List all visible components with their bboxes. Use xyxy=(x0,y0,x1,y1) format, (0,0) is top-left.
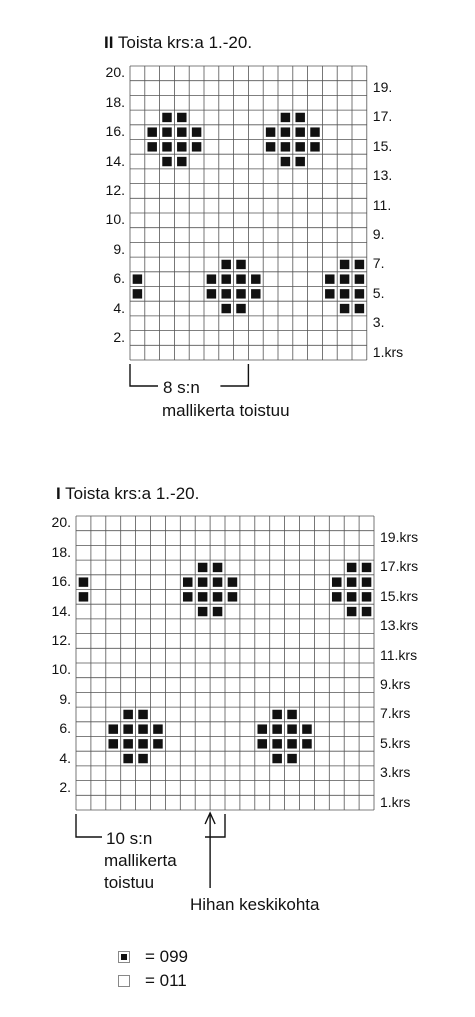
chart_I-filled-stitch xyxy=(138,724,148,733)
chart_II-filled-stitch xyxy=(177,142,186,151)
chart_I-row-label-right: 19.krs xyxy=(380,529,419,546)
chart_II-filled-stitch xyxy=(221,304,230,313)
chart_II-filled-stitch xyxy=(207,289,216,298)
chart_II-row-label-left: 9. xyxy=(113,240,125,257)
chart_II-row-label-right: 7. xyxy=(372,255,385,272)
chart_II-filled-stitch xyxy=(192,127,201,136)
chart_II-filled-stitch xyxy=(147,127,156,136)
chart_II-filled-stitch xyxy=(355,260,364,269)
chart_I-row-label-right: 15.krs xyxy=(380,587,419,604)
chart-ii-repeat-bracket-right xyxy=(220,364,248,386)
chart_II-filled-stitch xyxy=(162,142,171,151)
chart_I-row-label-left: 4. xyxy=(59,749,71,766)
chart_I-filled-stitch xyxy=(272,710,282,719)
chart_II-filled-stitch xyxy=(251,289,260,298)
chart_II-filled-stitch xyxy=(133,289,142,298)
chart_I-row-label-left: 18. xyxy=(51,543,71,560)
chart_I-filled-stitch xyxy=(347,563,357,572)
chart_I-filled-stitch xyxy=(123,710,133,719)
chart_II-filled-stitch xyxy=(340,289,349,298)
chart-i-repeat-bracket-left xyxy=(76,814,102,837)
chart_I-row-label-left: 2. xyxy=(59,778,71,795)
chart_I-filled-stitch xyxy=(272,754,282,763)
chart-ii-repeat-text: mallikerta toistuu xyxy=(162,401,290,420)
chart_II-filled-stitch xyxy=(340,260,349,269)
chart_II-row-label-left: 14. xyxy=(105,152,125,169)
chart_II-filled-stitch xyxy=(281,127,290,136)
chart_I-filled-stitch xyxy=(332,592,342,601)
chart_I-filled-stitch xyxy=(79,577,89,586)
chart_I-filled-stitch xyxy=(362,607,372,616)
chart_I-filled-stitch xyxy=(332,577,342,586)
chart_I-row-label-left: 9. xyxy=(59,690,71,707)
chart_I-filled-stitch xyxy=(347,577,357,586)
chart_I-row-label-left: 10. xyxy=(51,661,71,678)
chart_II-row-label-right: 17. xyxy=(372,108,393,125)
chart-i-marker: I xyxy=(56,484,61,503)
chart-ii-repeat-bracket-left xyxy=(130,364,158,386)
chart_II-filled-stitch xyxy=(266,127,275,136)
chart_I-filled-stitch xyxy=(228,592,238,601)
chart_II-row-label-right: 15. xyxy=(372,137,393,154)
chart_II-filled-stitch xyxy=(310,142,319,151)
chart_I-filled-stitch xyxy=(302,739,312,748)
chart_I-row-label-left: 16. xyxy=(51,573,71,590)
chart_II-filled-stitch xyxy=(266,142,275,151)
chart_II-filled-stitch xyxy=(236,289,245,298)
chart_I-filled-stitch xyxy=(198,577,208,586)
chart_I-row-label-left: 14. xyxy=(51,602,71,619)
chart_I-filled-stitch xyxy=(123,739,133,748)
chart_II-filled-stitch xyxy=(147,142,156,151)
chart_I-filled-stitch xyxy=(79,592,89,601)
chart_II-filled-stitch xyxy=(177,157,186,166)
chart_I-row-label-left: 6. xyxy=(59,720,71,737)
legend-item-099: = 099 xyxy=(145,947,189,966)
chart_II-row-label-right: 3. xyxy=(372,314,385,331)
chart-ii-title-text: Toista krs:a 1.-20. xyxy=(117,33,253,52)
chart_II-filled-stitch xyxy=(340,274,349,283)
chart_I-row-label-left: 12. xyxy=(51,631,71,648)
sleeve-center-label: Hihan keskikohta xyxy=(190,895,320,914)
chart_I-row-label-right: 13.krs xyxy=(380,617,419,634)
chart_II-filled-stitch xyxy=(295,157,304,166)
chart-i-repeat-text-1: mallikerta xyxy=(104,851,177,870)
chart_I-filled-stitch xyxy=(183,592,193,601)
chart_I-filled-stitch xyxy=(272,724,282,733)
chart_II-row-label-left: 12. xyxy=(105,181,125,198)
chart_II-row-label-left: 18. xyxy=(105,93,125,110)
chart_I-filled-stitch xyxy=(213,592,223,601)
chart_I-filled-stitch xyxy=(287,724,297,733)
chart_I-row-label-right: 7.krs xyxy=(380,705,411,722)
legend-item-011: = 011 xyxy=(145,971,187,990)
chart_I-filled-stitch xyxy=(123,724,133,733)
chart_II-row-label-left: 4. xyxy=(113,299,125,316)
chart_II-filled-stitch xyxy=(207,274,216,283)
chart_I-filled-stitch xyxy=(198,592,208,601)
chart_II-filled-stitch xyxy=(340,304,349,313)
chart_II-row-label-left: 20. xyxy=(105,64,125,81)
chart_II-filled-stitch xyxy=(355,274,364,283)
chart_II-row-label-right: 5. xyxy=(372,284,385,301)
chart_I-filled-stitch xyxy=(153,739,163,748)
chart_II-filled-stitch xyxy=(355,304,364,313)
chart_I-filled-stitch xyxy=(272,739,282,748)
chart-i-repeat-count: 10 s:n xyxy=(106,829,153,848)
chart_II-row-label-right: 1.krs xyxy=(372,343,404,360)
chart_II-filled-stitch xyxy=(251,274,260,283)
chart_II-filled-stitch xyxy=(281,142,290,151)
chart_I-filled-stitch xyxy=(302,724,312,733)
chart_II-filled-stitch xyxy=(177,127,186,136)
chart_II-filled-stitch xyxy=(162,127,171,136)
chart_I-filled-stitch xyxy=(213,607,223,616)
chart_I-row-label-right: 3.krs xyxy=(380,764,411,781)
chart_II-row-label-left: 16. xyxy=(105,123,125,140)
chart_I-filled-stitch xyxy=(347,592,357,601)
chart_II-filled-stitch xyxy=(133,274,142,283)
chart_I-filled-stitch xyxy=(198,563,208,572)
chart_I-filled-stitch xyxy=(108,739,118,748)
chart-i-repeat-text-2: toistuu xyxy=(104,873,155,892)
chart_II-filled-stitch xyxy=(281,113,290,122)
chart_I-filled-stitch xyxy=(213,577,223,586)
chart_II-row-label-right: 19. xyxy=(372,79,393,96)
chart_I-row-label-right: 5.krs xyxy=(380,734,411,751)
chart_I-filled-stitch xyxy=(138,754,148,763)
chart_II-filled-stitch xyxy=(295,113,304,122)
chart_II-row-label-right: 13. xyxy=(372,167,393,184)
chart_I-filled-stitch xyxy=(362,592,372,601)
chart_II-row-label-left: 2. xyxy=(113,328,125,345)
chart_II-row-label-left: 10. xyxy=(105,211,125,228)
chart_II-filled-stitch xyxy=(221,260,230,269)
chart_I-filled-stitch xyxy=(257,724,267,733)
chart-i-title-text: Toista krs:a 1.-20. xyxy=(65,484,200,503)
chart_II-filled-stitch xyxy=(236,304,245,313)
chart_I-filled-stitch xyxy=(362,563,372,572)
chart_I-filled-stitch xyxy=(213,563,223,572)
chart_II-filled-stitch xyxy=(221,289,230,298)
chart_I-filled-stitch xyxy=(198,607,208,616)
chart_I-filled-stitch xyxy=(347,607,357,616)
chart_I-filled-stitch xyxy=(138,739,148,748)
chart_II-row-label-right: 11. xyxy=(372,196,392,213)
chart_II-filled-stitch xyxy=(281,157,290,166)
chart-ii-repeat-count: 8 s:n xyxy=(163,378,200,397)
chart_I-filled-stitch xyxy=(287,710,297,719)
chart_I-filled-stitch xyxy=(183,577,193,586)
chart-ii-marker: II xyxy=(104,33,114,52)
chart_I-row-label-right: 11.krs xyxy=(380,646,418,663)
chart_I-filled-stitch xyxy=(362,577,372,586)
chart_II-filled-stitch xyxy=(192,142,201,151)
chart_I-filled-stitch xyxy=(228,577,238,586)
chart_II-filled-stitch xyxy=(325,289,334,298)
chart_I-row-label-right: 1.krs xyxy=(380,793,411,810)
chart_II-filled-stitch xyxy=(310,127,319,136)
chart_I-filled-stitch xyxy=(108,724,118,733)
chart_I-filled-stitch xyxy=(287,754,297,763)
chart_II-filled-stitch xyxy=(162,157,171,166)
chart_I-row-label-right: 17.krs xyxy=(380,558,419,575)
chart_I-row-label-right: 9.krs xyxy=(380,676,411,693)
chart_I-filled-stitch xyxy=(138,710,148,719)
chart_I-filled-stitch xyxy=(257,739,267,748)
chart_I-filled-stitch xyxy=(287,739,297,748)
chart_II-filled-stitch xyxy=(236,274,245,283)
chart_II-filled-stitch xyxy=(295,142,304,151)
chart_II-filled-stitch xyxy=(177,113,186,122)
chart_II-filled-stitch xyxy=(236,260,245,269)
chart_I-filled-stitch xyxy=(153,724,163,733)
chart_II-row-label-right: 9. xyxy=(372,226,385,243)
chart_II-row-label-left: 6. xyxy=(113,270,125,287)
chart_I-row-label-left: 20. xyxy=(51,514,71,531)
chart_II-filled-stitch xyxy=(162,113,171,122)
chart_II-filled-stitch xyxy=(355,289,364,298)
chart_II-filled-stitch xyxy=(295,127,304,136)
chart_I-filled-stitch xyxy=(123,754,133,763)
chart_II-filled-stitch xyxy=(221,274,230,283)
chart_II-filled-stitch xyxy=(325,274,334,283)
